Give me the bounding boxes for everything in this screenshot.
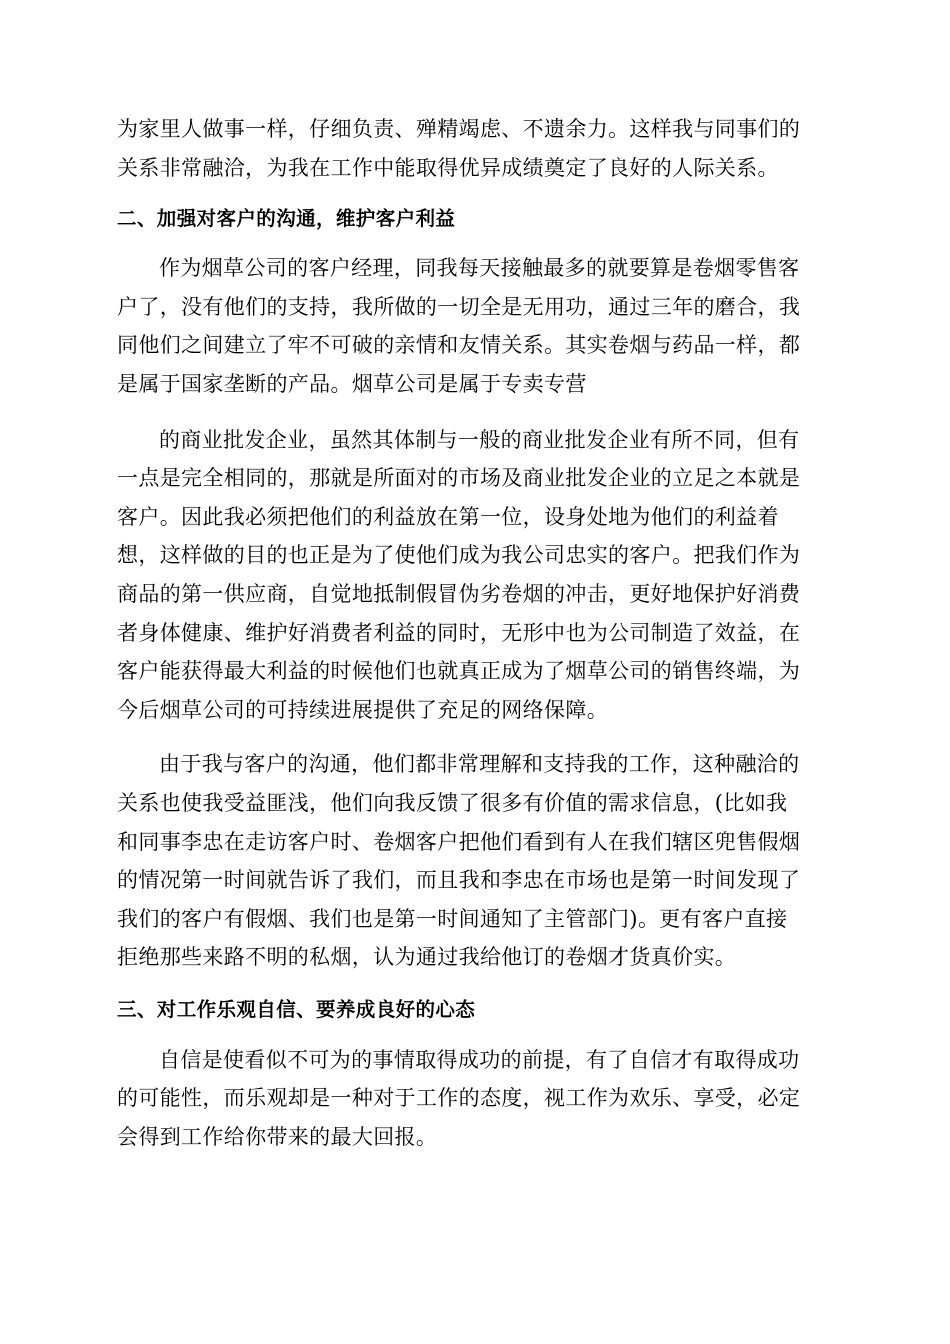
text-line: 作为烟草公司的客户经理，同我每天接触最多的就要算是卷烟零售客	[159, 256, 800, 281]
paragraph-1	[117, 110, 833, 187]
text-line: 客户能获得最大利益的时候他们也就真正成为了烟草公司的销售终端，为	[117, 659, 801, 684]
paragraph-5	[117, 1041, 833, 1157]
document-page	[117, 110, 833, 1157]
text-line: 关系也使我受益匪浅，他们向我反馈了很多有价值的需求信息，(比如我	[117, 790, 788, 815]
text-line: 客户。因此我必须把他们的利益放在第一位，设身处地为他们的利益着	[117, 504, 779, 529]
text-line: 一点是完全相同的，那就是所面对的市场及商业批发企业的立足之本就是	[117, 466, 801, 491]
text-line: 想，这样做的目的也正是为了使他们成为我公司忠实的客户。把我们作为	[117, 543, 801, 568]
paragraph-2	[117, 249, 833, 403]
text-line: 是属于国家垄断的产品。烟草公司是属于专卖专营	[117, 371, 587, 396]
paragraph-3	[117, 421, 833, 730]
text-line: 由于我与客户的沟通，他们都非常理解和支持我的工作，这种融洽的	[159, 752, 800, 777]
text-line: 的情况第一时间就告诉了我们，而且我和李忠在市场也是第一时间发现了	[117, 868, 801, 893]
text-line: 拒绝那些来路不明的私烟，认为通过我给他订的卷烟才货真价实。	[117, 945, 737, 970]
section-heading-3: 三、对工作乐观自信、要养成良好的心态	[117, 997, 476, 1021]
text-line: 同他们之间建立了牢不可破的亲情和友情关系。其实卷烟与药品一样，都	[117, 333, 801, 358]
text-line: 和同事李忠在走访客户时、卷烟客户把他们看到有人在我们辖区兜售假烟	[117, 829, 801, 854]
text-line: 会得到工作给你带来的最大回报。	[117, 1125, 438, 1150]
text-line: 者身体健康、维护好消费者利益的同时，无形中也为公司制造了效益，在	[117, 620, 801, 645]
text-line: 我们的客户有假烟、我们也是第一时间通知了主管部门)。更有客户直接	[117, 906, 788, 931]
text-line: 商品的第一供应商，自觉地抵制假冒伪劣卷烟的冲击，更好地保护好消费	[117, 581, 801, 606]
text-line: 的可能性，而乐观却是一种对于工作的态度，视工作为欢乐、享受，必定	[117, 1086, 801, 1111]
text-line: 今后烟草公司的可持续进展提供了充足的网络保障。	[117, 697, 609, 722]
text-line: 户了，没有他们的支持，我所做的一切全是无用功，通过三年的磨合，我	[117, 294, 801, 319]
section-heading-2: 二、加强对客户的沟通，维护客户利益	[117, 207, 456, 231]
text-line: 关系非常融洽，为我在工作中能取得优异成绩奠定了良好的人际关系。	[117, 155, 779, 180]
text-line: 自信是使看似不可为的事情取得成功的前提，有了自信才有取得成功	[159, 1047, 800, 1072]
text-line: 为家里人做事一样，仔细负责、殚精竭虑、不遗余力。这样我与同事们的	[117, 117, 801, 141]
text-line: 的商业批发企业，虽然其体制与一般的商业批发企业有所不同，但有	[159, 427, 800, 452]
paragraph-4	[117, 745, 833, 977]
